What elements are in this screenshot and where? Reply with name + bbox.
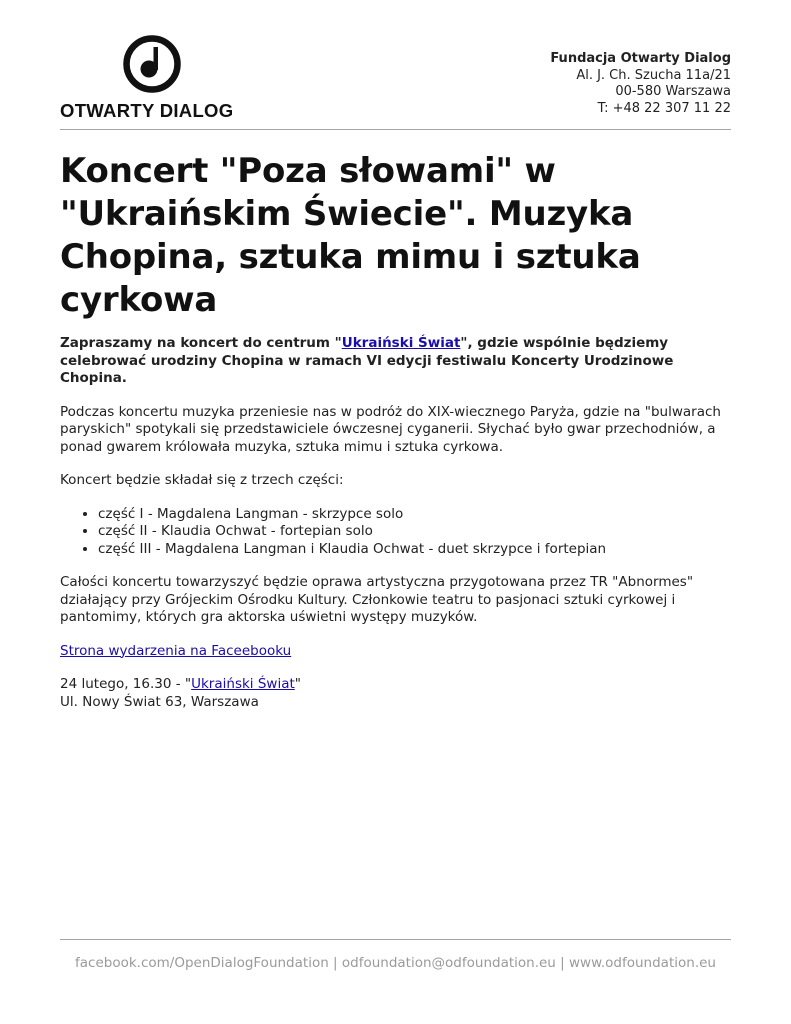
document-page (60, 0, 731, 1024)
lead-text-end: ", gdzie wspólnie będziemy celebrować urodziny Chopina w ramach VI edycji festiwalu Koncerty Urodzinowe Chopina. (60, 335, 674, 386)
page-footer: facebook.com/OpenDialogFoundation | odfoundation@odfoundation.eu | www.odfoundation.eu (75, 955, 716, 971)
article-title: Koncert "Poza słowami" w "Ukraińskim Świecie". Muzyka Chopina, sztuka mimu i sztuka cyrkowa (60, 151, 641, 320)
lead-paragraph (60, 335, 731, 388)
event-address: Ul. Nowy Świat 63, Warszawa (60, 693, 259, 710)
list-item: • część III - Magdalena Langman i Klaudia Ochwat - duet skrzypce i fortepian (98, 541, 731, 559)
address-city: 00-580 Warszawa (615, 84, 731, 99)
concert-parts-list (60, 506, 731, 559)
list-item: • część II - Klaudia Ochwat - fortepian solo (98, 523, 731, 541)
page-header (60, 34, 731, 122)
organization-contact (550, 51, 731, 117)
event-date-quote: " (294, 676, 301, 692)
article-body (60, 335, 731, 727)
event-venue-link[interactable]: Ukraiński Świat (191, 676, 295, 692)
ukrainski-swiat-link[interactable]: Ukraiński Świat (341, 335, 461, 351)
logo-text: OTWARTY DIALOG (60, 100, 234, 121)
description-paragraph: Podczas koncertu muzyka przeniesie nas w podróż do XIX-wiecznego Paryża, gdzie na "bulwarach paryskich" spotykali się przedstawiciele ówczesnej cyganerii. Słychać było gwar przechodniów, a ponad gwarem królowała muzyka, sztuka mimu i sztuka cyrkowa. (60, 403, 721, 455)
parts-intro: Koncert będzie składał się z trzech części: (60, 472, 344, 488)
event-details (60, 676, 731, 711)
phone-number: T: +48 22 307 11 22 (597, 100, 731, 116)
header-divider (60, 129, 731, 130)
list-item: • część I - Magdalena Langman - skrzypce solo (98, 506, 731, 524)
logo (60, 34, 246, 122)
address-street: Al. J. Ch. Szucha 11a/21 (576, 67, 731, 83)
facebook-link-paragraph (60, 643, 731, 661)
footer-divider (60, 939, 731, 940)
lead-text-start: Zapraszamy na koncert do centrum " (60, 335, 342, 351)
facebook-event-link[interactable]: Strona wydarzenia na Faceebooku (60, 642, 292, 659)
artistic-setting-paragraph: Całości koncertu towarzyszyć będzie oprawa artystyczna przygotowana przez TR "Abnormes" działający przy Grójeckim Ośrodku Kultury. Członkowie teatru to pasjonaci sztuki cyrkowej i pantomimy, których gra aktorska uświetni występy muzyków. (60, 574, 694, 625)
organization-name: Fundacja Otwarty Dialog (550, 51, 731, 66)
event-date: 24 lutego, 16.30 - " (60, 676, 192, 692)
music-note-logo-icon (122, 34, 182, 94)
